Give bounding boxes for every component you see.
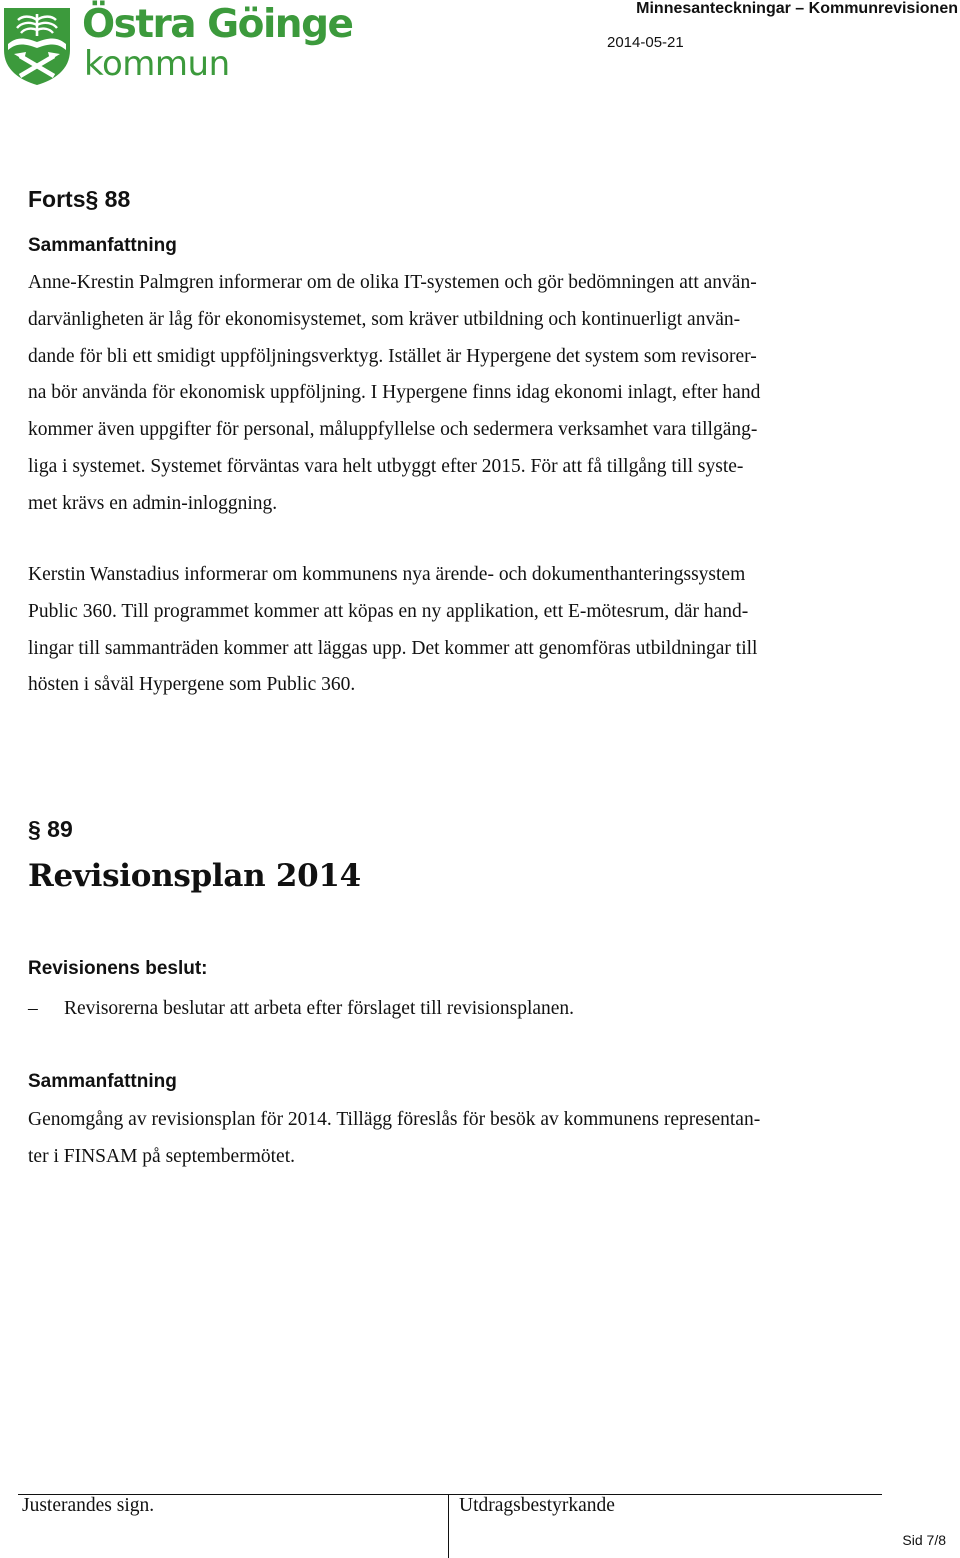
- decision-heading: Revisionens beslut:: [28, 958, 208, 979]
- text-line: Kerstin Wanstadius informerar om kommunens nya ärende- och dokumenthanteringssystem: [28, 564, 746, 585]
- text-line: Genomgång av revisionsplan för 2014. Tillägg föreslås för besök av kommunens representan-: [28, 1109, 761, 1130]
- municipality-logo: [0, 2, 353, 88]
- section-89-summary: [28, 1102, 948, 1176]
- section-89-summary-heading: Sammanfattning: [28, 1071, 177, 1092]
- dash-bullet: –: [28, 998, 38, 1019]
- section-88-heading: Forts§ 88: [28, 186, 131, 212]
- text-line: liga i systemet. Systemet förväntas vara helt utbyggt efter 2015. För att få tillgång till syste-: [28, 455, 744, 477]
- logo-text-municipality: Östra Göinge: [82, 2, 353, 47]
- text-line: lingar till sammanträden kommer att läggas upp. Det kommer att genomföras utbildningar till: [28, 637, 758, 659]
- text-line: Anne-Krestin Palmgren informerar om de olika IT-systemen och gör bedömningen att använ-: [28, 272, 757, 293]
- logo-text-kommun: kommun: [84, 44, 230, 84]
- text-line: dande för bli ett smidigt uppföljningsverktyg. Istället är Hypergene det system som revisorer-: [28, 345, 757, 367]
- decision-text: Revisorerna beslutar att arbeta efter förslaget till revisionsplanen.: [64, 998, 575, 1019]
- text-line: kommer även uppgifter för personal, måluppfyllelse och sedermera verksamhet vara tillgäng-: [28, 419, 758, 441]
- section-88-paragraph-1: [28, 265, 948, 523]
- footer-signature-label: Justerandes sign.: [22, 1495, 155, 1516]
- coat-of-arms-icon: [2, 6, 72, 86]
- footer-column-divider: [448, 1494, 449, 1558]
- section-88-summary-heading: Sammanfattning: [28, 235, 177, 256]
- section-89-title: Revisionsplan 2014: [28, 858, 361, 894]
- document-date: 2014-05-21: [607, 34, 684, 51]
- text-line: hösten i såväl Hypergene som Public 360.: [28, 674, 356, 696]
- section-88-paragraph-2: [28, 557, 948, 704]
- text-line: met krävs en admin-inloggning.: [28, 492, 278, 514]
- text-line: darvänligheten är låg för ekonomisystemet, som kräver utbildning och kontinuerligt använ-: [28, 308, 741, 330]
- text-line: na bör använda för ekonomisk uppföljning. I Hypergene finns idag ekonomi inlagt, efter hand: [28, 382, 761, 404]
- footer-certification-label: Utdragsbestyrkande: [459, 1495, 615, 1516]
- text-line: ter i FINSAM på septembermötet.: [28, 1145, 295, 1167]
- text-line: Public 360. Till programmet kommer att köpas en ny applikation, ett E-mötesrum, där hand-: [28, 600, 749, 622]
- page-number: Sid 7/8: [902, 1532, 946, 1548]
- document-title: Minnesanteckningar – Kommunrevisionen: [636, 0, 958, 17]
- section-89-number: § 89: [28, 816, 73, 842]
